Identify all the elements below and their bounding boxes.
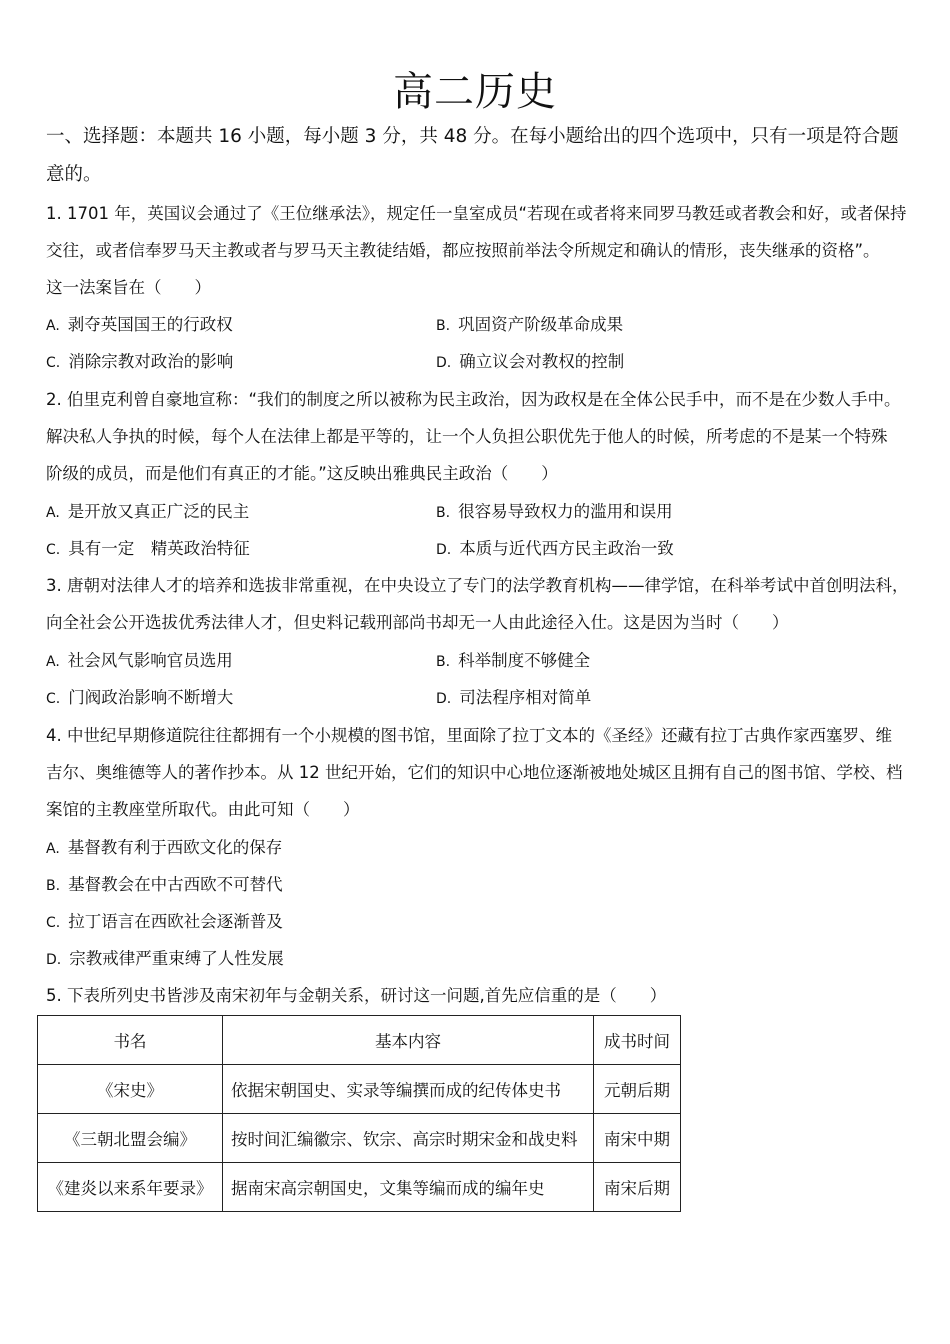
option-text: 社会风气影响官员选用 xyxy=(67,651,233,670)
q2-option-b[interactable] xyxy=(436,501,673,524)
option-key: C. xyxy=(46,355,61,371)
option-key: C. xyxy=(46,915,61,931)
option-key: D. xyxy=(436,542,452,558)
option-text: 本质与近代西方民主政治一致 xyxy=(459,539,674,558)
option-text: 门阀政治影响不断增大 xyxy=(68,688,234,707)
q3-option-c[interactable] xyxy=(46,687,233,710)
history-books-table xyxy=(37,1015,681,1212)
table-cell: 《宋史》 xyxy=(38,1065,223,1114)
q3-stem-line: 3. 唐朝对法律人才的培养和选拔非常重视，在中央设立了专门的法学教育机构——律学馆，在科举考试中首创明法科， xyxy=(46,576,909,595)
table-cell: 南宋后期 xyxy=(594,1163,681,1212)
q2-stem-line: 解决私人争执的时候，每个人在法律上都是平等的，让一个人负担公职优先于他人的时候，所考虑的不是某一个特殊 xyxy=(46,427,888,446)
section-heading-line: 一、选择题：本题共 16 小题，每小题 3 分，共 48 分。在每小题给出的四个选项中，只有一项是符合题 xyxy=(46,126,899,147)
option-text: 很容易导致权力的滥用和误用 xyxy=(458,502,673,521)
q1-stem-line: 交往，或者信奉罗马天主教或者与罗马天主教徒结婚，都应按照前举法令所规定和确认的情形，丧失继承的资格”。 xyxy=(46,241,880,260)
table-cell: 《三朝北盟会编》 xyxy=(38,1114,223,1163)
option-key: A. xyxy=(46,654,60,670)
option-key: B. xyxy=(46,878,61,894)
option-text: 基督教会在中古西欧不可替代 xyxy=(68,875,283,894)
table-cell: 依据宋朝国史、实录等编撰而成的纪传体史书 xyxy=(223,1065,594,1114)
option-key: D. xyxy=(46,952,62,968)
table-cell: 南宋中期 xyxy=(594,1114,681,1163)
q2-stem-line: 阶级的成员，而是他们有真正的才能。”这反映出雅典民主政治（ ） xyxy=(46,464,558,483)
option-key: B. xyxy=(436,654,451,670)
table-cell: 据南宋高宗朝国史，文集等编而成的编年史 xyxy=(223,1163,594,1212)
option-text: 科举制度不够健全 xyxy=(458,651,591,670)
option-key: B. xyxy=(436,505,451,521)
q4-stem-line: 4. 中世纪早期修道院往往都拥有一个小规模的图书馆，里面除了拉丁文本的《圣经》还藏有拉丁古典作家西塞罗、维 xyxy=(46,726,892,745)
table-header-row xyxy=(38,1016,681,1065)
q2-stem-line: 2. 伯里克利曾自豪地宣称：“我们的制度之所以被称为民主政治，因为政权是在全体公民手中，而不是在少数人手中。 xyxy=(46,390,901,409)
q1-option-a[interactable] xyxy=(46,314,233,337)
q4-option-a[interactable] xyxy=(46,837,282,860)
q4-option-b[interactable] xyxy=(46,874,283,897)
option-text: 具有一定 精英政治特征 xyxy=(68,539,250,558)
option-key: B. xyxy=(436,318,451,334)
option-key: C. xyxy=(46,691,61,707)
option-text: 确立议会对教权的控制 xyxy=(459,352,625,371)
q4-stem-line: 案馆的主教座堂所取代。由此可知（ ） xyxy=(46,800,360,819)
option-key: D. xyxy=(436,355,452,371)
q1-option-b[interactable] xyxy=(436,314,623,337)
option-key: A. xyxy=(46,318,60,334)
q4-stem-line: 吉尔、奥维德等人的著作抄本。从 12 世纪开始，它们的知识中心地位逐渐被地处城区且拥有自己的图书馆、学校、档 xyxy=(46,763,903,782)
table-cell: 元朝后期 xyxy=(594,1065,681,1114)
option-text: 拉丁语言在西欧社会逐渐普及 xyxy=(68,912,283,931)
q4-option-d[interactable] xyxy=(46,948,284,971)
table-row xyxy=(38,1114,681,1163)
section-heading-line: 意的。 xyxy=(46,164,102,185)
q2-option-a[interactable] xyxy=(46,501,249,524)
table-cell: 按时间汇编徽宗、钦宗、高宗时期宋金和战史料 xyxy=(223,1114,594,1163)
option-text: 巩固资产阶级革命成果 xyxy=(458,315,624,334)
q2-option-d[interactable] xyxy=(436,538,674,561)
option-text: 消除宗教对政治的影响 xyxy=(68,352,234,371)
q1-stem-line: 这一法案旨在（ ） xyxy=(46,278,211,297)
option-key: A. xyxy=(46,505,60,521)
option-key: C. xyxy=(46,542,61,558)
q1-option-c[interactable] xyxy=(46,351,233,374)
option-text: 基督教有利于西欧文化的保存 xyxy=(67,838,283,857)
option-text: 宗教戒律严重束缚了人性发展 xyxy=(69,949,284,968)
section-heading xyxy=(46,118,916,194)
q3-option-d[interactable] xyxy=(436,687,591,710)
table-cell: 《建炎以来系年要录》 xyxy=(38,1163,223,1212)
q3-option-a[interactable] xyxy=(46,650,233,673)
option-text: 是开放又真正广泛的民主 xyxy=(67,502,250,521)
table-row xyxy=(38,1065,681,1114)
table-row xyxy=(38,1163,681,1212)
table-header-cell: 书名 xyxy=(38,1016,223,1065)
page-title: 高二历史 xyxy=(393,69,557,115)
q5-stem-line: 5. 下表所列史书皆涉及南宋初年与金朝关系，研讨这一问题,首先应信重的是（ ） xyxy=(46,986,667,1005)
q3-stem-line: 向全社会公开选拔优秀法律人才，但史料记载刑部尚书却无一人由此途径入仕。这是因为当时（ ） xyxy=(46,613,789,632)
table-header-cell: 成书时间 xyxy=(594,1016,681,1065)
table-header-cell: 基本内容 xyxy=(223,1016,594,1065)
q1-option-d[interactable] xyxy=(436,351,624,374)
q2-option-c[interactable] xyxy=(46,538,250,561)
option-key: D. xyxy=(436,691,452,707)
q1-stem-line: 1. 1701 年，英国议会通过了《王位继承法》，规定任一皇室成员“若现在或者将来同罗马教廷或者教会和好，或者保持 xyxy=(46,204,907,223)
option-key: A. xyxy=(46,841,60,857)
q3-option-b[interactable] xyxy=(436,650,590,673)
q4-option-c[interactable] xyxy=(46,911,283,934)
option-text: 司法程序相对简单 xyxy=(459,688,592,707)
option-text: 剥夺英国国王的行政权 xyxy=(67,315,233,334)
